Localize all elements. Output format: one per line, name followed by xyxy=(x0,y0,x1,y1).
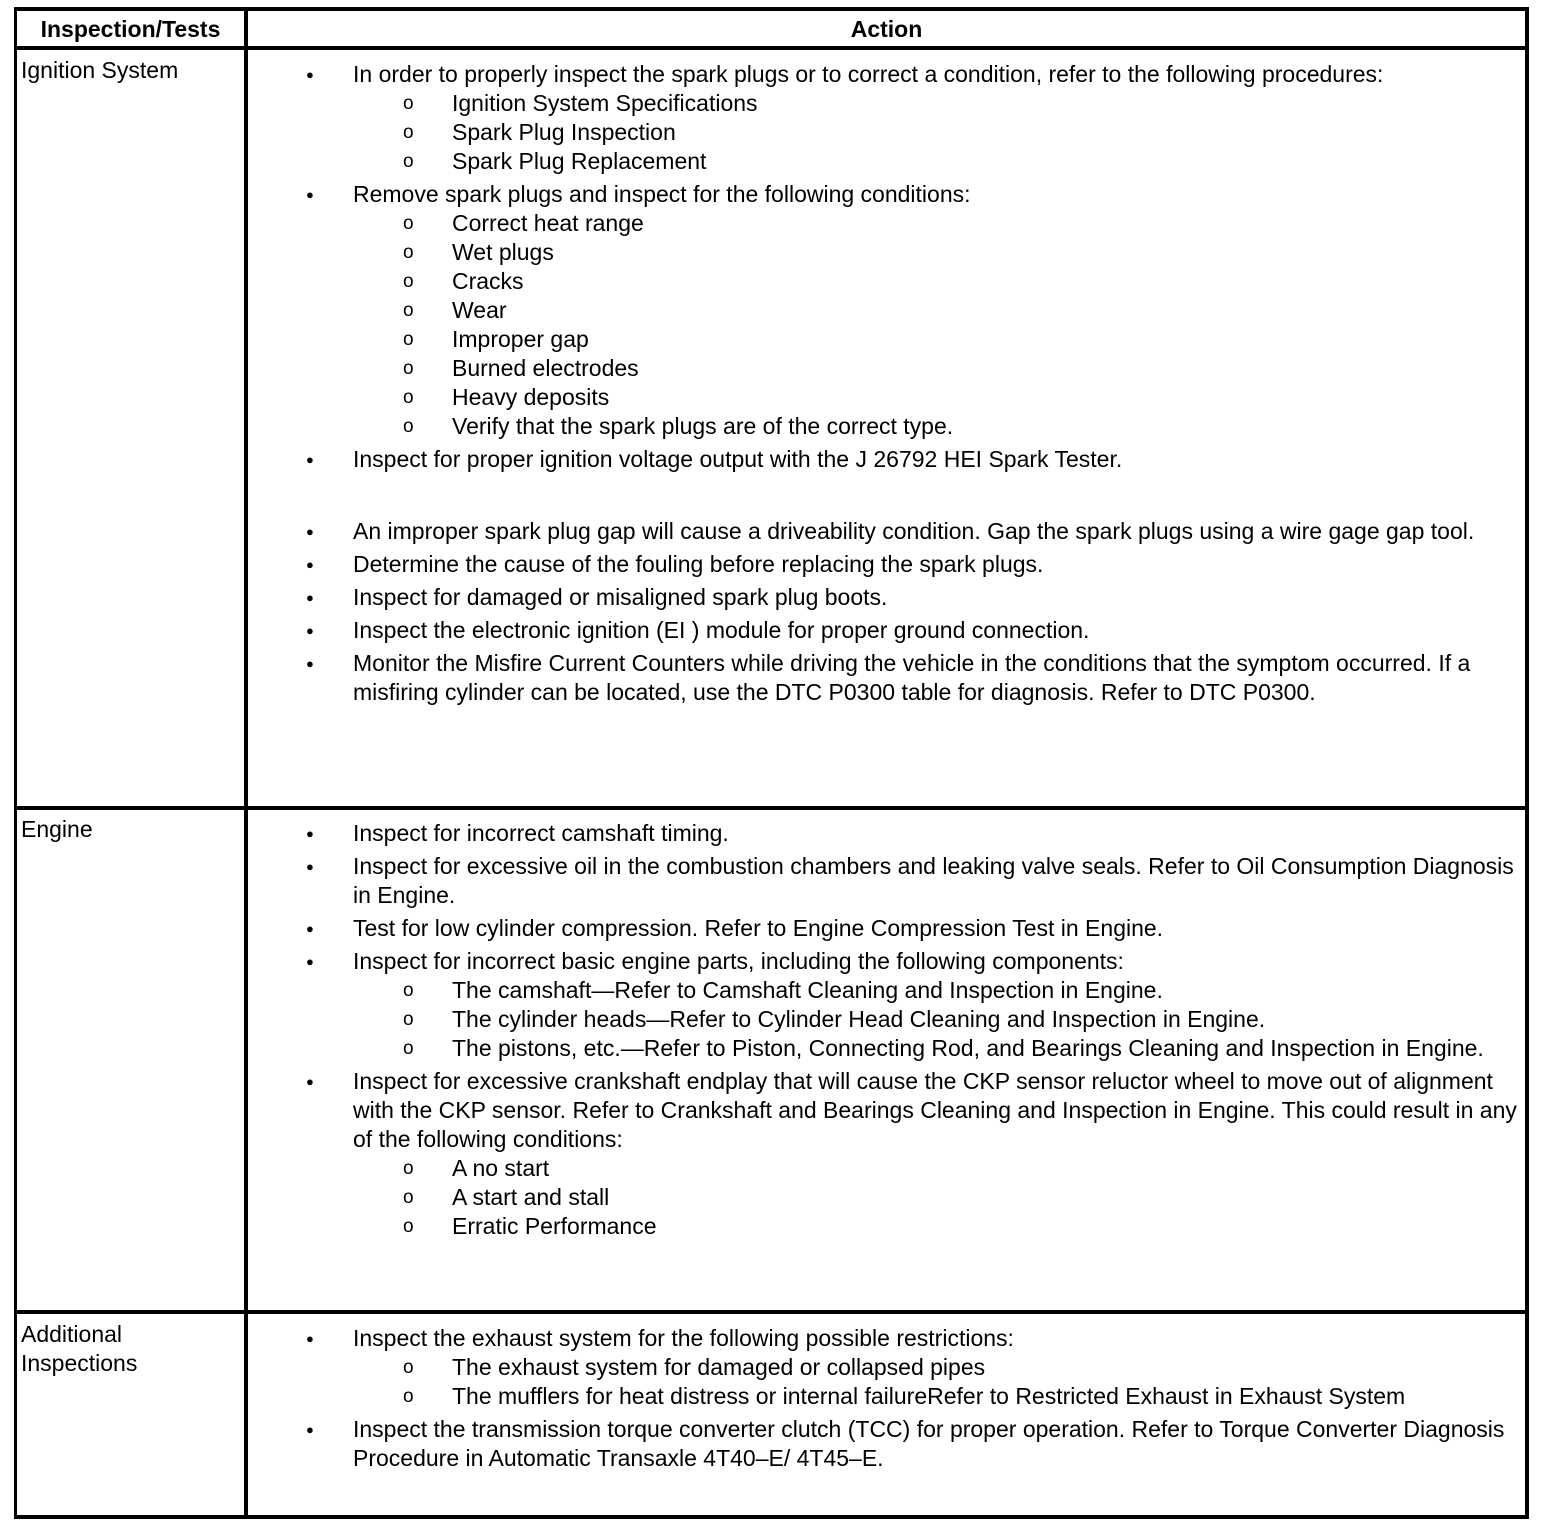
sub-item: o Wet plugs xyxy=(306,238,1521,267)
bullet-item: ● Inspect for incorrect basic engine parts, including the following components: xyxy=(306,947,1521,976)
table-border-right xyxy=(1525,7,1529,1519)
sub-item: o The camshaft—Refer to Camshaft Cleaning and Inspection in Engine. xyxy=(306,976,1521,1005)
sub-item: o The mufflers for heat distress or internal failureRefer to Restricted Exhaust in Exhaust System xyxy=(306,1382,1521,1411)
bullet-item: ● Inspect for incorrect camshaft timing. xyxy=(306,819,1521,848)
row-divider xyxy=(14,806,1529,810)
table-border-left xyxy=(14,7,17,1519)
sub-item: o The cylinder heads—Refer to Cylinder Head Cleaning and Inspection in Engine. xyxy=(306,1005,1521,1034)
sub-item: o Ignition System Specifications xyxy=(306,89,1521,118)
bullet-item: ● Inspect the exhaust system for the following possible restrictions: xyxy=(306,1324,1521,1353)
header-divider xyxy=(14,46,1529,50)
sub-item: o Improper gap xyxy=(306,325,1521,354)
bullet-item: ● Inspect for excessive oil in the combustion chambers and leaking valve seals. Refer to Oil Consumption Diagnosis in Engine. xyxy=(306,852,1521,910)
bullet-item: ● Determine the cause of the fouling before replacing the spark plugs. xyxy=(306,550,1521,579)
sub-item: o A no start xyxy=(306,1154,1521,1183)
bullet-item: ● In order to properly inspect the spark plugs or to correct a condition, refer to the following procedures: xyxy=(306,60,1521,89)
sub-item: o Verify that the spark plugs are of the correct type. xyxy=(306,412,1521,441)
sub-item: o Burned electrodes xyxy=(306,354,1521,383)
sub-item: o Erratic Performance xyxy=(306,1212,1521,1241)
bullet-item: ● Monitor the Misfire Current Counters while driving the vehicle in the conditions that the symptom occurred. If a misfiring cylinder can be located, use the DTC P0300 table for diagnosis. Refer to DTC P0300. xyxy=(306,649,1521,707)
row-label: Additional Inspections xyxy=(21,1321,138,1376)
sub-item: o Spark Plug Inspection xyxy=(306,118,1521,147)
column-header-action: Action xyxy=(850,16,923,42)
row-label: Engine xyxy=(21,816,93,842)
table-border-top xyxy=(14,7,1529,11)
sub-item: o The exhaust system for damaged or collapsed pipes xyxy=(306,1353,1521,1382)
bullet-item: ● Test for low cylinder compression. Refer to Engine Compression Test in Engine. xyxy=(306,914,1521,943)
row-label: Ignition System xyxy=(21,57,179,83)
sub-item: o Correct heat range xyxy=(306,209,1521,238)
column-divider xyxy=(244,7,248,1519)
bullet-item: ● Inspect the electronic ignition (EI ) module for proper ground connection. xyxy=(306,616,1521,645)
column-header-inspection: Inspection/Tests xyxy=(40,16,221,42)
sub-item: o Spark Plug Replacement xyxy=(306,147,1521,176)
bullet-item: ● Remove spark plugs and inspect for the following conditions: xyxy=(306,180,1521,209)
action-cell xyxy=(306,60,1521,707)
sub-item: o Wear xyxy=(306,296,1521,325)
sub-item: o The pistons, etc.—Refer to Piston, Connecting Rod, and Bearings Cleaning and Inspection in Engine. xyxy=(306,1034,1521,1063)
bullet-item: ● Inspect the transmission torque converter clutch (TCC) for proper operation. Refer to Torque Converter Diagnosis Procedure in Automatic Transaxle 4T40–E/ 4T45–E. xyxy=(306,1415,1521,1473)
action-cell xyxy=(306,1324,1521,1473)
bullet-item: ● An improper spark plug gap will cause a driveability condition. Gap the spark plugs using a wire gage gap tool. xyxy=(306,517,1521,546)
action-cell xyxy=(306,819,1521,1241)
table-border-bottom xyxy=(14,1515,1529,1519)
row-divider xyxy=(14,1310,1529,1314)
bullet-item: ● Inspect for excessive crankshaft endplay that will cause the CKP sensor reluctor wheel to move out of alignment with the CKP sensor. Refer to Crankshaft and Bearings Cleaning and Inspection in Engine. This could result in any of the following conditions: xyxy=(306,1067,1521,1154)
bullet-item: ● Inspect for proper ignition voltage output with the J 26792 HEI Spark Tester. xyxy=(306,445,1521,474)
bullet-item: ● Inspect for damaged or misaligned spark plug boots. xyxy=(306,583,1521,612)
sub-item: o Heavy deposits xyxy=(306,383,1521,412)
sub-item: o A start and stall xyxy=(306,1183,1521,1212)
sub-item: o Cracks xyxy=(306,267,1521,296)
